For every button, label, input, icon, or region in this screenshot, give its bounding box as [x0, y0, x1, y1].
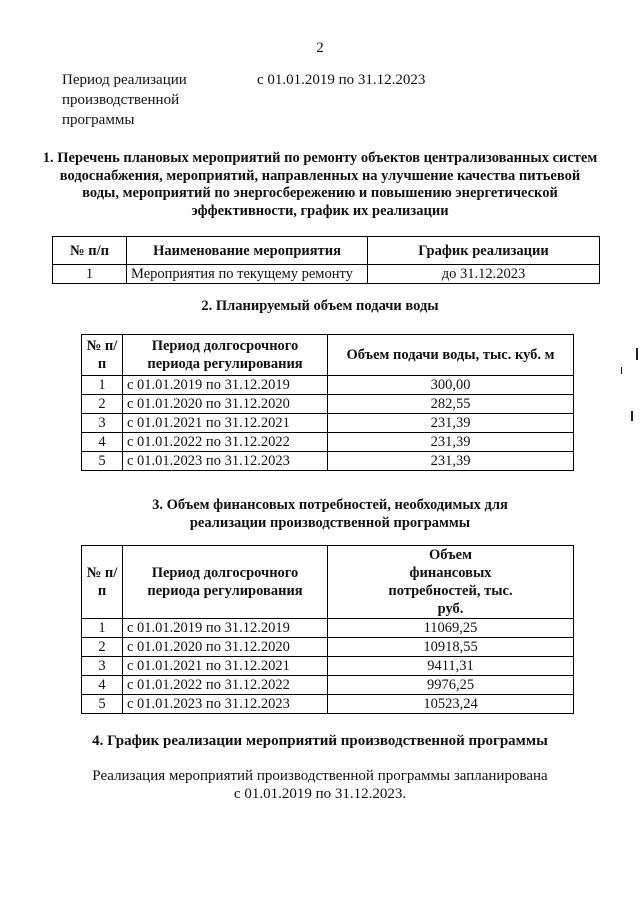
period-value: с 01.01.2019 по 31.12.2023: [257, 72, 426, 88]
table-row: [82, 657, 574, 676]
page-number: 2: [316, 40, 324, 56]
row-value: 9411,31: [328, 657, 574, 676]
col-number-header: № п/п: [53, 237, 127, 265]
row-number: 2: [82, 638, 123, 657]
section2-table: [81, 334, 574, 471]
table-row: [82, 395, 574, 414]
row-number: 3: [82, 414, 123, 433]
section1-table: [52, 236, 600, 284]
row-value: 231,39: [328, 414, 574, 433]
section3-table: [81, 545, 574, 714]
table-row: [82, 676, 574, 695]
row-period: с 01.01.2020 по 31.12.2020: [123, 638, 328, 657]
row-period: с 01.01.2019 по 31.12.2019: [123, 376, 328, 395]
section4-text-line1: Реализация мероприятий производственной программы запланирована: [92, 768, 548, 784]
section2-title: 2. Планируемый объем подачи воды: [201, 298, 439, 314]
row-number: 4: [82, 433, 123, 452]
row-number: 1: [82, 376, 123, 395]
col-volume-header: Объем подачи воды, тыс. куб. м: [328, 335, 574, 376]
row-period: с 01.01.2021 по 31.12.2021: [123, 657, 328, 676]
row-period: с 01.01.2022 по 31.12.2022: [123, 433, 328, 452]
col-number-header: № п/п: [82, 335, 123, 376]
col-period-header: Период долгосрочного периода регулирования: [123, 335, 328, 376]
row-number: 4: [82, 676, 123, 695]
row-period: с 01.01.2023 по 31.12.2023: [123, 452, 328, 471]
row-name: Мероприятия по текущему ремонту: [127, 265, 368, 284]
row-value: 9976,25: [328, 676, 574, 695]
scan-mark: [621, 367, 622, 374]
table-row: [82, 376, 574, 395]
col-number-header: № п/п: [82, 546, 123, 619]
table-row: [82, 414, 574, 433]
row-period: с 01.01.2020 по 31.12.2020: [123, 395, 328, 414]
table-header-row: [82, 335, 574, 376]
row-value: 11069,25: [328, 619, 574, 638]
col-schedule-header: График реализации: [368, 237, 600, 265]
row-period: с 01.01.2023 по 31.12.2023: [123, 695, 328, 714]
table-row: [82, 695, 574, 714]
row-value: 231,39: [328, 452, 574, 471]
row-number: 5: [82, 452, 123, 471]
row-number: 1: [82, 619, 123, 638]
scan-mark: [636, 348, 638, 360]
table-row: [82, 433, 574, 452]
row-period: с 01.01.2019 по 31.12.2019: [123, 619, 328, 638]
row-value: 10918,55: [328, 638, 574, 657]
row-number: 5: [82, 695, 123, 714]
row-value: 10523,24: [328, 695, 574, 714]
row-number: 1: [53, 265, 127, 284]
section1-title: 1. Перечень плановых мероприятий по ремонту объектов централизованных систем водоснабжения, мероприятий, направленных на улучшение качества питьевой воды, мероприятий по энергосбережению и повышению энергетической эффективности, график их реализации: [42, 150, 598, 219]
row-period: с 01.01.2021 по 31.12.2021: [123, 414, 328, 433]
row-value: 300,00: [328, 376, 574, 395]
row-value: 282,55: [328, 395, 574, 414]
col-name-header: Наименование мероприятия: [127, 237, 368, 265]
section4-text-line2: с 01.01.2019 по 31.12.2023.: [233, 786, 407, 802]
section4-title: 4. График реализации мероприятий производственной программы: [92, 733, 548, 749]
table-row: [82, 638, 574, 657]
period-label: Период реализации производственной программы: [62, 72, 187, 128]
row-period: с 01.01.2022 по 31.12.2022: [123, 676, 328, 695]
row-value: 231,39: [328, 433, 574, 452]
table-header-row: [82, 546, 574, 619]
table-row: [53, 265, 600, 284]
table-header-row: [53, 237, 600, 265]
section3-title: 3. Объем финансовых потребностей, необходимых для реализации производственной программы: [152, 497, 508, 531]
col-period-header: Период долгосрочного периода регулирования: [123, 546, 328, 619]
row-schedule: до 31.12.2023: [368, 265, 600, 284]
col-finance-header: Объем финансовых потребностей, тыс. руб.: [328, 546, 574, 619]
row-number: 3: [82, 657, 123, 676]
scan-mark: [631, 411, 633, 421]
table-row: [82, 619, 574, 638]
table-row: [82, 452, 574, 471]
row-number: 2: [82, 395, 123, 414]
